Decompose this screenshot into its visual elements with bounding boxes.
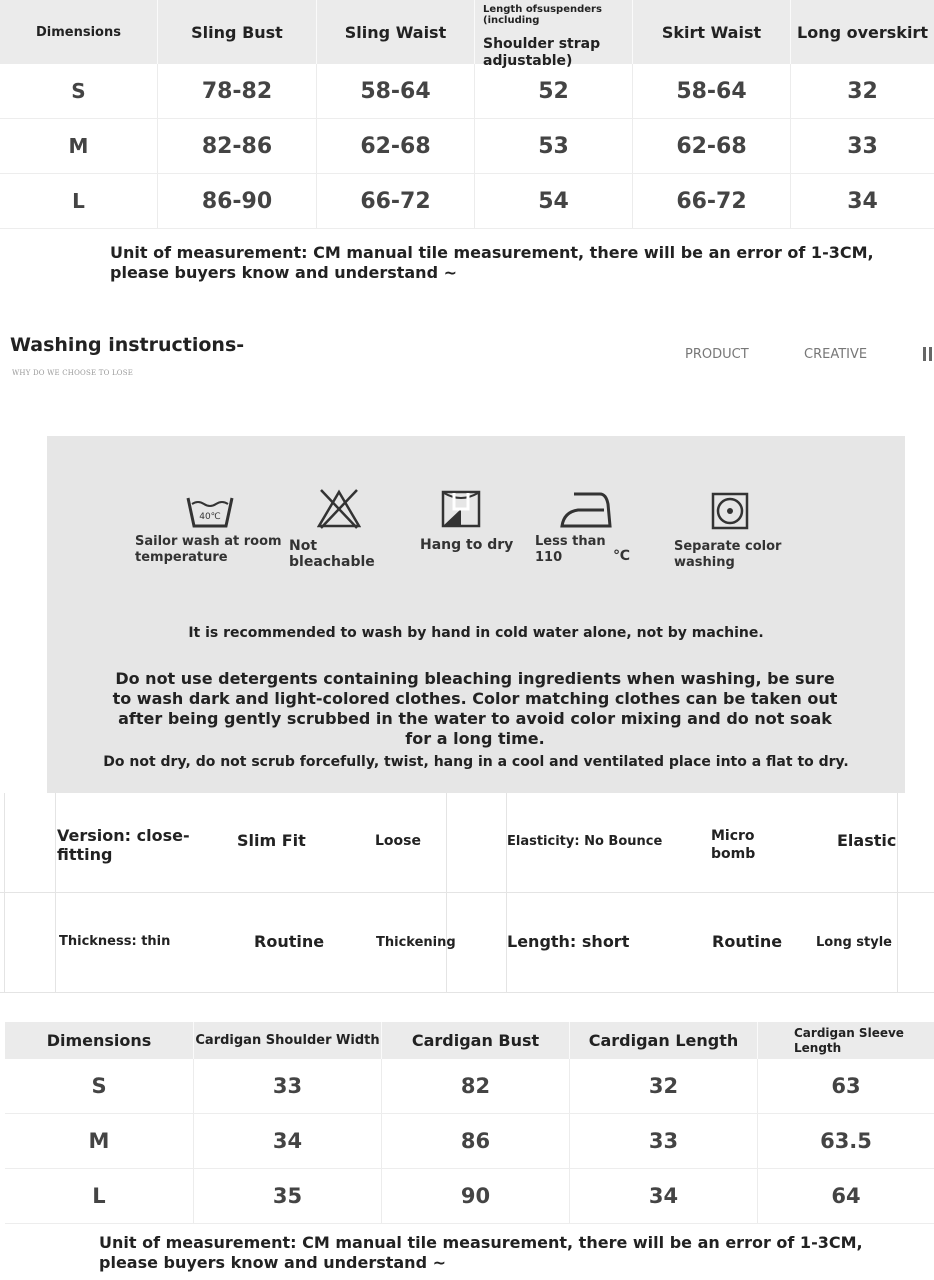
table-cell: 62-68	[633, 119, 791, 173]
table-row	[5, 1114, 934, 1169]
table-cell: 35	[194, 1169, 382, 1223]
header-cardigan-shoulder: Cardigan Shoulder Width	[194, 1022, 382, 1059]
table-row	[0, 119, 934, 174]
header-long-overskirt: Long overskirt	[797, 22, 928, 42]
care-text-drying: Do not dry, do not scrub forcefully, twist, hang in a cool and ventilated place into a flat to dry.	[103, 754, 849, 770]
header-suspender-line2: Shoulder strap adjustable)	[483, 36, 601, 69]
grid-line	[506, 793, 507, 993]
grid-line	[55, 793, 56, 993]
header-suspender-line1: Length ofsuspenders (including	[483, 4, 602, 26]
washing-title: Washing instructions-	[10, 334, 245, 356]
table-cell: 53	[475, 119, 633, 173]
hang-dry-icon	[440, 489, 482, 529]
table-cell: L	[5, 1169, 194, 1223]
care-text-detergent: Do not use detergents containing bleaching ingredients when washing, be sure to wash dark and light-colored clothes. Color matching clothes can be taken out after being gently scrubbed in the water to avoid color mixing and do not soak for a long time.	[112, 669, 838, 748]
attribute-grid	[0, 793, 934, 993]
measurement-note-2: Unit of measurement: CM manual tile measurement, there will be an error of 1-3CM, please buyers know and understand ~	[99, 1233, 863, 1272]
grid-line	[0, 892, 934, 893]
table-cell: 64	[831, 1184, 861, 1208]
table-cell: 32	[570, 1059, 758, 1113]
attr-thickening: Thickening	[376, 935, 456, 950]
nav-product: PRODUCT	[685, 347, 749, 362]
grid-line	[446, 793, 447, 993]
table-cell: 82	[382, 1059, 570, 1113]
attr-loose: Loose	[375, 833, 421, 849]
hand-wash-tub-icon	[186, 490, 234, 530]
table-cell: S	[5, 1059, 194, 1113]
table-row	[5, 1059, 934, 1114]
attr-routine-length: Routine	[712, 932, 783, 951]
attr-micro-bomb: Micro bomb	[711, 828, 756, 862]
table-cell: 63	[831, 1074, 861, 1098]
header-sling-bust: Sling Bust	[158, 0, 317, 64]
measurement-note: Unit of measurement: CM manual tile measurement, there will be an error of 1-3CM, please buyers know and understand ~	[110, 243, 874, 282]
table-cell: 34	[194, 1114, 382, 1168]
attr-length: Length: short	[507, 932, 630, 951]
header-cardigan-length: Cardigan Length	[570, 1022, 758, 1059]
header-suspender-length	[475, 0, 633, 69]
table-row	[0, 64, 934, 119]
table-cell: 62-68	[317, 119, 475, 173]
attr-routine-thickness: Routine	[254, 932, 325, 951]
table-cell: 34	[570, 1169, 758, 1223]
table-cell: S	[0, 64, 158, 118]
table-cell: 90	[382, 1169, 570, 1223]
table-cell: 66-72	[633, 174, 791, 228]
tub-temp-text: 40℃	[199, 512, 221, 522]
care-label-iron-unit: ℃	[613, 548, 630, 564]
table-cell: 33	[570, 1114, 758, 1168]
care-label-hang-dry: Hang to dry	[420, 537, 514, 553]
care-label-hand-wash: Sailor wash at room temperature	[135, 534, 282, 565]
table-cell: 86	[382, 1114, 570, 1168]
table-cell: 54	[475, 174, 633, 228]
table-cell: 33	[847, 133, 878, 159]
care-panel	[47, 436, 905, 793]
header-cardigan-bust: Cardigan Bust	[382, 1022, 570, 1059]
table-header-row	[0, 0, 934, 69]
care-label-no-bleach: Not bleachable	[289, 538, 375, 570]
table-cell: 32	[847, 78, 878, 104]
care-label-iron: Less than 110	[535, 534, 606, 565]
attr-thickness: Thickness: thin	[59, 934, 171, 949]
table-cell: M	[0, 119, 158, 173]
no-bleach-icon	[317, 488, 361, 530]
table-cell: M	[5, 1114, 194, 1168]
table-cell: 58-64	[317, 64, 475, 118]
table-cell: 52	[475, 64, 633, 118]
table-cell: 78-82	[158, 64, 317, 118]
header-dimensions: Dimensions	[5, 1022, 194, 1059]
tumble-separate-icon	[711, 492, 749, 530]
table-row	[0, 174, 934, 229]
nav-creative: CREATIVE	[804, 347, 868, 362]
table-header-row	[5, 1022, 934, 1059]
header-dimensions: Dimensions	[0, 0, 158, 64]
table-cell: 33	[194, 1059, 382, 1113]
header-skirt-waist: Skirt Waist	[633, 0, 791, 64]
attr-elasticity: Elasticity: No Bounce	[507, 834, 663, 849]
table-cell: 63.5	[820, 1129, 872, 1153]
header-sling-waist: Sling Waist	[317, 0, 475, 64]
grid-line	[897, 793, 898, 993]
table-cell: 58-64	[633, 64, 791, 118]
size-table-cardigan	[5, 1022, 934, 1224]
table-cell: L	[0, 174, 158, 228]
size-table-sling	[0, 0, 934, 229]
table-cell: 34	[847, 188, 878, 214]
attr-version: Version: close-fitting	[57, 826, 190, 864]
care-text-hand-wash: It is recommended to wash by hand in cold water alone, not by machine.	[188, 625, 764, 641]
iron-icon	[560, 490, 612, 530]
table-cell: 82-86	[158, 119, 317, 173]
table-cell: 86-90	[158, 174, 317, 228]
header-cardigan-sleeve: Cardigan Sleeve Length	[794, 1025, 904, 1055]
attr-elastic: Elastic	[837, 831, 897, 850]
grid-line	[0, 992, 934, 993]
grid-line	[4, 793, 5, 993]
attr-slim-fit: Slim Fit	[237, 831, 306, 850]
care-label-separate-color: Separate color washing	[674, 539, 782, 570]
table-cell: 66-72	[317, 174, 475, 228]
washing-subtitle: WHY DO WE CHOOSE TO LOSE	[12, 369, 134, 377]
menu-bars-icon	[922, 347, 934, 361]
table-row	[5, 1169, 934, 1224]
attr-long-style: Long style	[816, 935, 893, 950]
